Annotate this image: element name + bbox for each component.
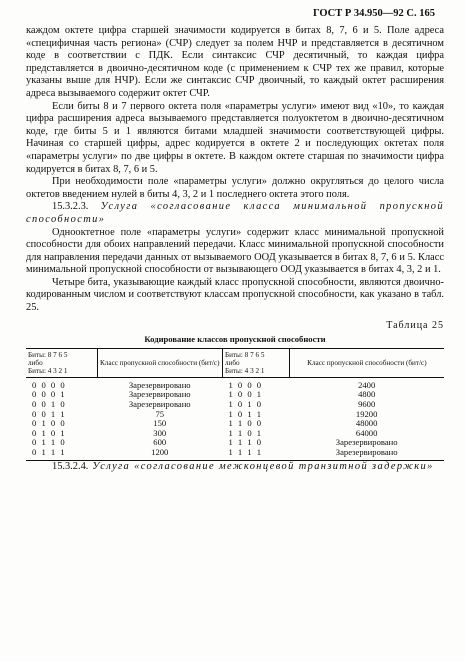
paragraph-single-octet: Однооктетное поле «параметры услуги» содержит класс минимальной пропускной способности для обоих направлений передачи. Класс минимальной пропускной способности для направления передачи данных от вызываемого ООД указывается в битах 8, 7, 6 и 5. Класс минимальной пропускной способности от вызывающего ООД указывается в битах 4, 3, 2 и 1. xyxy=(26,226,444,276)
table-body xyxy=(26,377,444,460)
bits-header-right: Биты: 8 7 6 5 либо Биты: 4 3 2 1 xyxy=(222,348,289,377)
table-row xyxy=(26,448,444,460)
bits-cell: 0 0 1 1 xyxy=(32,408,67,419)
class-header-right: Класс пропускной способности (бит/с) xyxy=(289,348,444,377)
body-text xyxy=(26,25,444,473)
class-cell: 9600 xyxy=(358,399,376,410)
section-number: 15.3.2.3. xyxy=(52,201,89,213)
bits-cell: 1 0 0 1 xyxy=(228,389,263,400)
section-title: Услуга «согласование класса минимальной пропускной способности» xyxy=(26,201,444,225)
class-cell: 19200 xyxy=(355,408,378,419)
class-cell: Зарезервировано xyxy=(289,448,444,460)
bits-cell: 0 0 1 0 xyxy=(32,399,67,410)
class-cell: Зарезервировано xyxy=(128,389,191,400)
class-cell: 4800 xyxy=(358,389,376,400)
class-cell: 150 xyxy=(153,418,167,429)
bits-cell: 0 0 0 0 xyxy=(32,379,67,390)
table-label: Таблица 25 xyxy=(386,319,444,331)
bits-cell: 1 1 0 1 xyxy=(228,427,263,438)
table-header-row xyxy=(26,348,444,377)
class-cell: 600 xyxy=(153,437,167,448)
bits-cell: 1 0 0 0 xyxy=(228,379,263,390)
section-title: Услуга «согласование межконцевой транзитной задержки» xyxy=(92,460,434,472)
class-cell: 75 xyxy=(155,408,165,419)
class-cell: Зарезервировано xyxy=(128,399,191,410)
section-number: 15.3.2.4. xyxy=(52,460,89,472)
class-cell: 48000 xyxy=(355,418,378,429)
bits-cell: 0 1 0 0 xyxy=(32,418,67,429)
bits-cell: 1 1 1 0 xyxy=(228,437,263,448)
section-heading-15-3-2-3 xyxy=(26,201,444,226)
bits-cell: 0 1 1 0 xyxy=(32,437,67,448)
bits-cell: 1 0 1 1 xyxy=(228,408,263,419)
bits-cell: 0 0 0 1 xyxy=(32,389,67,400)
paragraph-digit-coding: Если биты 8 и 7 первого октета поля «параметры услуги» имеют вид «10», то каждая цифра расширения адреса вызываемого представляется полуоктетом в двоично-десятичном коде, где биты 5 и 1 являются битами младшей значимости соответствующей цифры. Начиная со старшей цифры, адрес кодируется в октете 2 и последующих октетах поля «параметры услуги» по две цифры в октете. В каждом октете старшая по значимости цифра кодируется в битах 8, 7, 6 и 5. xyxy=(26,100,444,175)
throughput-class-table xyxy=(26,348,444,461)
bits-cell: 1 1 0 0 xyxy=(228,418,263,429)
class-cell: Зарезервировано xyxy=(128,379,191,390)
page-header: ГОСТ Р 34.950—92 С. 165 xyxy=(312,8,435,19)
bits-header-left: Биты: 8 7 6 5 либо Биты: 4 3 2 1 xyxy=(26,348,97,377)
paragraph-continuation: каждом октете цифра старшей значимости кодируется в битах 8, 7, 6 и 5. Поле адреса «специфичная часть региона» (СЧР) следует за полем НЧР и представляется в десятичном коде в соответствии с ПДК. Если синтаксис СЧР десятичный, то каждая цифра представляется в двоично-десятичном коде (с применением к СЧР тех же правил, которые указаны выше для НЧР). Если же синтаксис СЧР двоичный, то каждый октет расширения адреса вызываемого содержит октет СЧР. xyxy=(26,25,444,99)
bits-cell: 1 1 1 1 xyxy=(222,448,289,460)
table-title: Кодирование классов пропускной способности xyxy=(144,334,326,345)
class-cell: Зарезервировано xyxy=(335,437,398,448)
class-cell: 1200 xyxy=(97,448,222,460)
bits-cell: 0 1 0 1 xyxy=(32,427,67,438)
bits-cell: 0 1 1 1 xyxy=(26,448,97,460)
class-cell: 64000 xyxy=(355,427,378,438)
class-cell: 2400 xyxy=(358,379,376,390)
class-cell: 300 xyxy=(153,427,167,438)
paragraph-four-bits: Четыре бита, указывающие каждый класс пропускной способности, являются двоично-кодированным числом и соответствуют классам пропускной способности, как указано в табл. 25. xyxy=(26,276,444,314)
bits-cell: 1 0 1 0 xyxy=(228,399,263,410)
paragraph-rounding: При необходимости поле «параметры услуги» должно округляться до целого числа октетов введением нулей в биты 4, 3, 2 и 1 последнего октета этого поля. xyxy=(26,176,444,200)
class-header-left: Класс пропускной способности (бит/с) xyxy=(97,348,222,377)
section-heading-15-3-2-4 xyxy=(26,461,444,474)
